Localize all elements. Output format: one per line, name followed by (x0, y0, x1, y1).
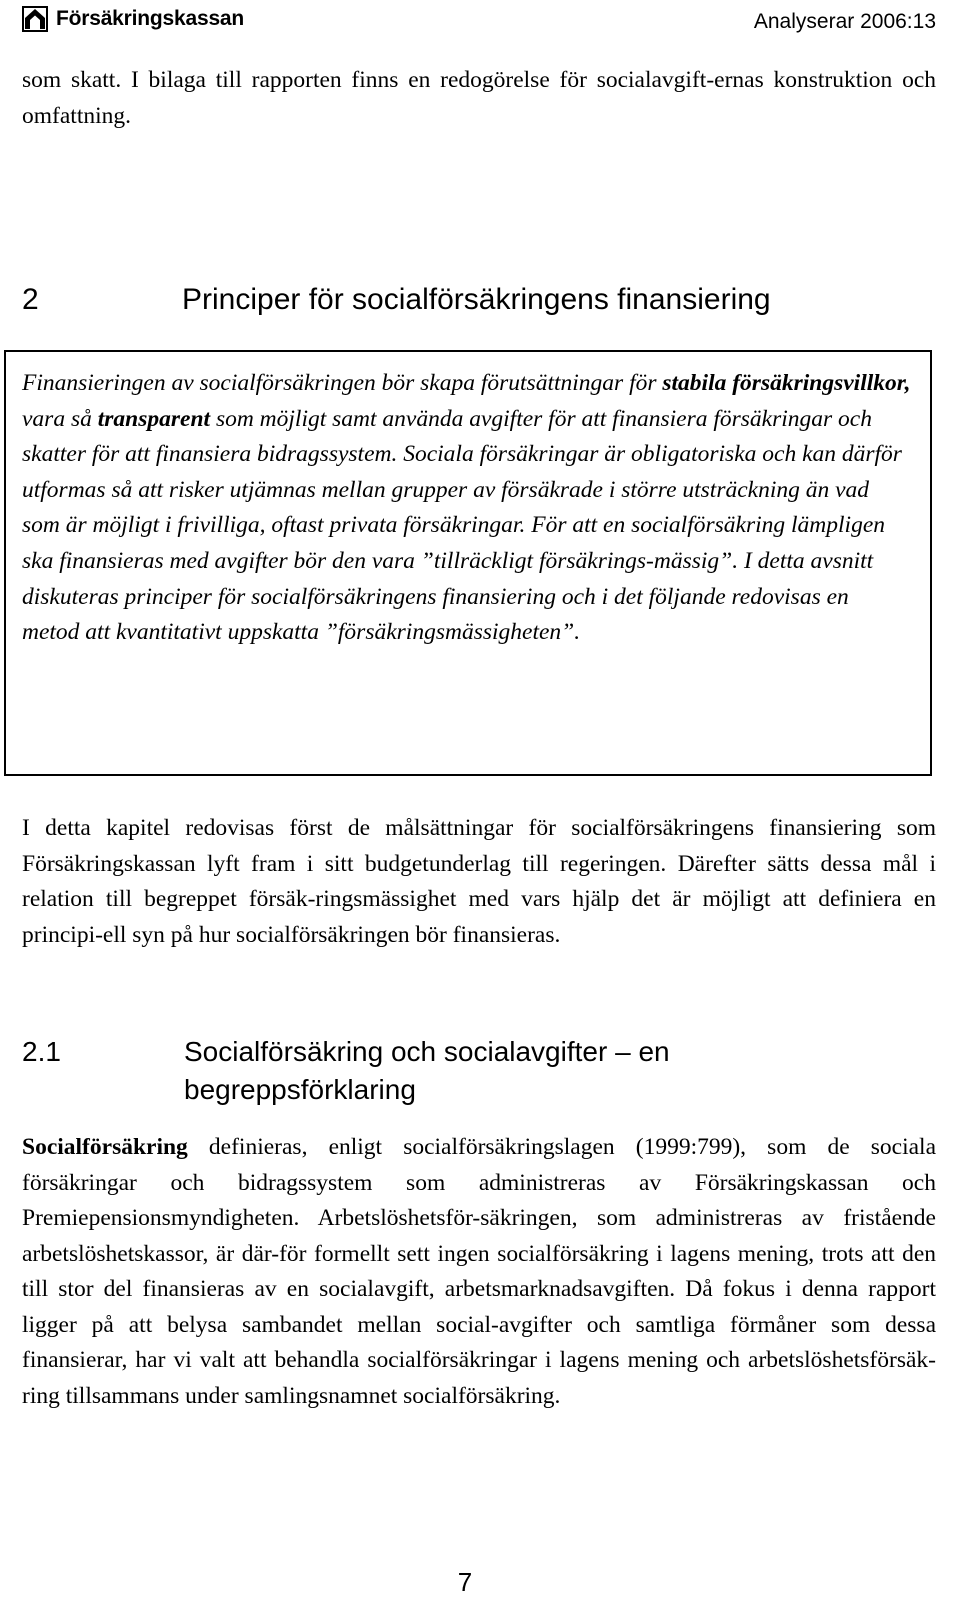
abstract-emphasis-stability: stabila försäkringsvillkor, (662, 370, 911, 396)
page-header (22, 4, 936, 44)
definition-text: definieras, enligt socialförsäkringslagen (1999:799), som de sociala försäkringar och bidragssystem som administreras av Försäkringskassan och Premiepensionsmyndigheten. Arbetslöshetsför-säkringen, som administreras av fristående arbetslöshetskassor, är där-för formellt sett ingen socialförsäkring i lagens mening, trots att den till stor del finansieras av en socialavgift, arbetsmarknadsavgiften. Då fokus i denna rapport ligger på att belysa sambandet mellan social-avgifter och samtliga förmåner som dessa finansierar, har vi valt att behandla socialförsäkringar i lagens mening och arbetslöshetsförsäk-ring tillsammans under samlingsnamnet socialförsäkring. (22, 1134, 936, 1409)
subsection-number: 2.1 (22, 1036, 61, 1067)
body-paragraph: I detta kapitel redovisas först de målsättningar för socialförsäkringens finansiering som Försäkringskassan lyft fram i sitt budgetunderlag till regeringen. Därefter sätts dessa mål i relation till begreppet försäk-ringsmässighet med vars hjälp det är möjligt att definiera en principi-ell syn på hur socialförsäkringen bör finansieras. (22, 815, 936, 948)
page-number: 7 (457, 1567, 473, 1597)
definition-paragraph (22, 1130, 936, 1414)
section-heading (22, 283, 771, 317)
abstract-text (22, 366, 912, 651)
abstract-emphasis-transparent: transparent (97, 405, 211, 432)
abstract-box (4, 350, 932, 776)
abstract-part-3: som möjligt samt använda avgifter för att finansiera försäkringar och skatter för att finansiera bidragssystem. Sociala försäkringar är obligatoriska och kan därför utformas så att risker utjämnas mellan grupper av försäkrade i större utsträckning än vad som är möjligt i frivilliga, oftast privata försäkringar. För att en socialförsäkring lämpligen ska finansieras med avgifter bör den vara ”tillräckligt försäkrings-mässig”. I detta avsnitt diskuteras principer för socialförsäkringens finansiering och i det följande redovisas en metod att kvantitativt uppskatta ”försäkringsmässigheten”. (22, 405, 902, 646)
definition-term: Socialförsäkring (22, 1134, 188, 1160)
section-number: 2 (22, 283, 39, 316)
abstract-part-1: Finansieringen av socialförsäkringen bör skapa förutsättningar för (22, 370, 663, 396)
logo-text: Försäkringskassan (56, 7, 245, 30)
subsection-title: Socialförsäkring och socialavgifter – en begreppsförklaring (184, 1036, 670, 1105)
intro-paragraph: som skatt. I bilaga till rapporten finns en redogörelse för socialavgift-ernas konstruktion och omfattning. (22, 67, 936, 129)
logo-house-icon (22, 6, 48, 32)
report-series: Analyserar 2006:13 (753, 10, 936, 33)
logo (22, 6, 244, 32)
section-title: Principer för socialförsäkringens finansiering (182, 283, 771, 316)
abstract-part-2: vara så (22, 405, 98, 432)
